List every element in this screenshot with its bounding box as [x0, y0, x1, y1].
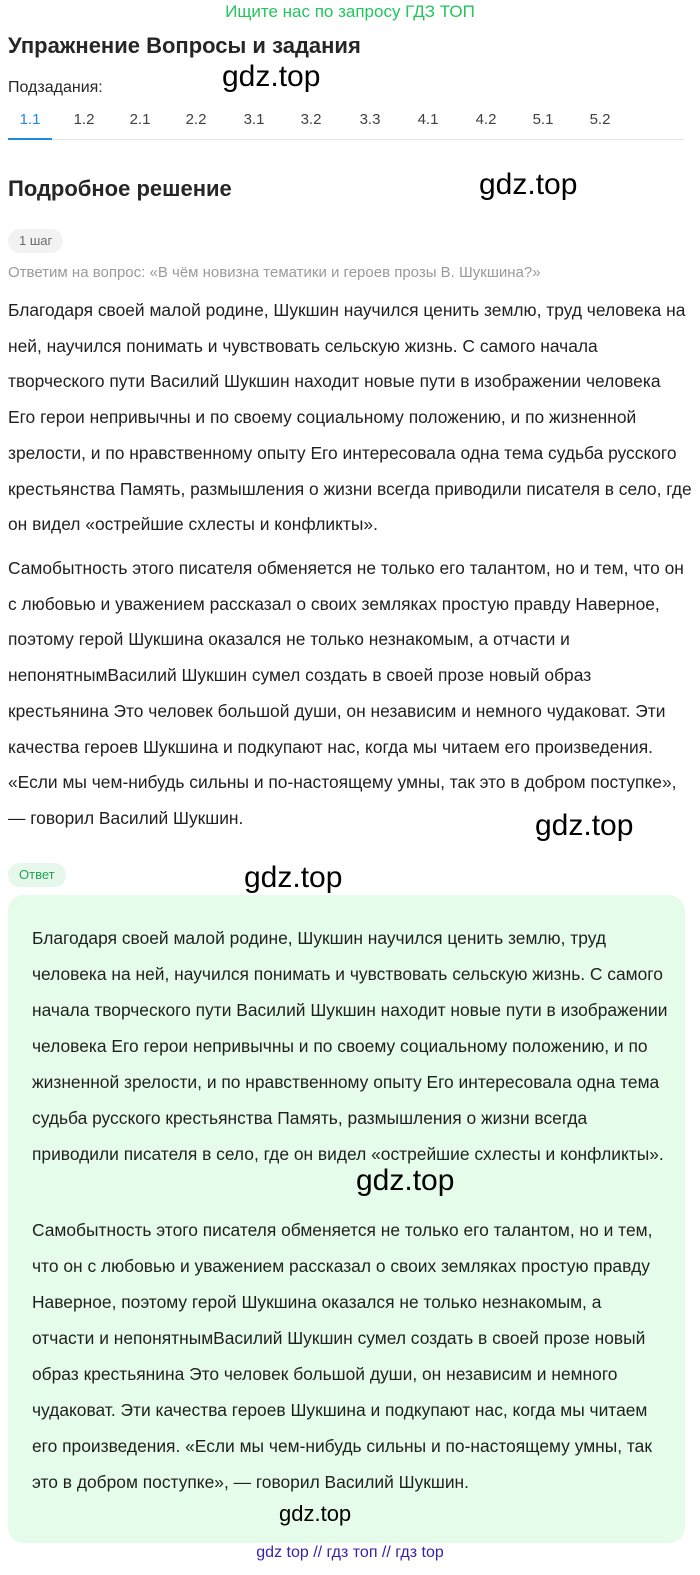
answer-badge: Ответ [8, 863, 66, 887]
tab-3-3[interactable]: 3.3 [359, 111, 381, 128]
page-title: Упражнение Вопросы и задания [8, 33, 361, 58]
search-banner: Ищите нас по запросу ГДЗ ТОП [225, 2, 475, 21]
tab-3-2[interactable]: 3.2 [300, 111, 322, 128]
question-text: Ответим на вопрос: «В чём новизна тематики и героев прозы В. Шукшина?» [8, 264, 541, 281]
solution-paragraph-2: Самобытность этого писателя обменяется не только его талантом, но и тем, что он с любовью и уважением рассказал о своих земляках простую правду Наверное, поэтому герой Шукшина оказался не только незнакомым, а отчасти и непонятнымВасилий Шукшин сумел создать в своей прозе новый образ крестьянина Это человек большой души, он независим и немного чудаковат. Эти качества героев Шукшина и подкупают нас, когда мы читаем его произведения. «Если мы чем-нибудь сильны и по-настоящему умны, так это в добром поступке», — говорил Василий Шукшин. [8, 558, 684, 828]
watermark: gdz.top [279, 1501, 352, 1526]
watermark: gdz.top [222, 60, 321, 93]
tab-2-1[interactable]: 2.1 [129, 111, 151, 128]
watermark: gdz.top [479, 168, 578, 201]
tab-4-2[interactable]: 4.2 [475, 111, 497, 128]
tab-1-1[interactable]: 1.1 [8, 106, 52, 139]
footer-links[interactable]: gdz top // гдз топ // гдз top [256, 1544, 444, 1561]
answer-paragraph-2: Самобытность этого писателя обменяется не только его талантом, но и тем, что он с любовью и уважением рассказал о своих земляках простую правду Наверное, поэтому герой Шукшина оказался не только незнакомым, а отчасти и непонятнымВасилий Шукшин сумел создать в своей прозе новый образ крестьянина Это человек большой души, он независим и немного чудаковат. Эти качества героев Шукшина и подкупают нас, когда мы читаем его произведения. «Если мы чем-нибудь сильны и по-настоящему умны, так это в добром поступке», — говорил Василий Шукшин. [32, 1220, 653, 1492]
tab-2-2[interactable]: 2.2 [185, 111, 207, 128]
watermark: gdz.top [535, 809, 634, 842]
step-badge: 1 шаг [8, 229, 63, 253]
solution-paragraph-1: Благодаря своей малой родине, Шукшин научился ценить землю, труд человека на ней, научился понимать и чувствовать сельскую жизнь. С самого начала творческого пути Василий Шукшин находит новые пути в изображении человека Его герои непривычны и по своему социальному положению, и по жизненной зрелости, и по нравственному опыту Его интересовала одна тема судьба русского крестьянства Память, размышления о жизни всегда приводили писателя в село, где он видел «острейшие схлесты и конфликты». [8, 300, 692, 535]
subtasks-label: Подзадания: [8, 79, 103, 96]
tab-1-2[interactable]: 1.2 [73, 111, 95, 128]
watermark: gdz.top [356, 1164, 455, 1197]
tab-3-1[interactable]: 3.1 [243, 111, 265, 128]
watermark: gdz.top [244, 861, 343, 894]
tab-5-2[interactable]: 5.2 [589, 111, 611, 128]
answer-box [8, 895, 685, 1543]
tab-4-1[interactable]: 4.1 [417, 111, 439, 128]
tab-5-1[interactable]: 5.1 [532, 111, 554, 128]
answer-paragraph-1: Благодаря своей малой родине, Шукшин научился ценить землю, труд человека на ней, научился понимать и чувствовать сельскую жизнь. С самого начала творческого пути Василий Шукшин находит новые пути в изображении человека Его герои непривычны и по своему социальному положению, и по жизненной зрелости, и по нравственному опыту Его интересовала одна тема судьба русского крестьянства Память, размышления о жизни всегда приводили писателя в село, где он видел «острейшие схлесты и конфликты». [32, 928, 668, 1164]
subtask-tabs [8, 106, 684, 140]
solution-title: Подробное решение [8, 176, 232, 201]
